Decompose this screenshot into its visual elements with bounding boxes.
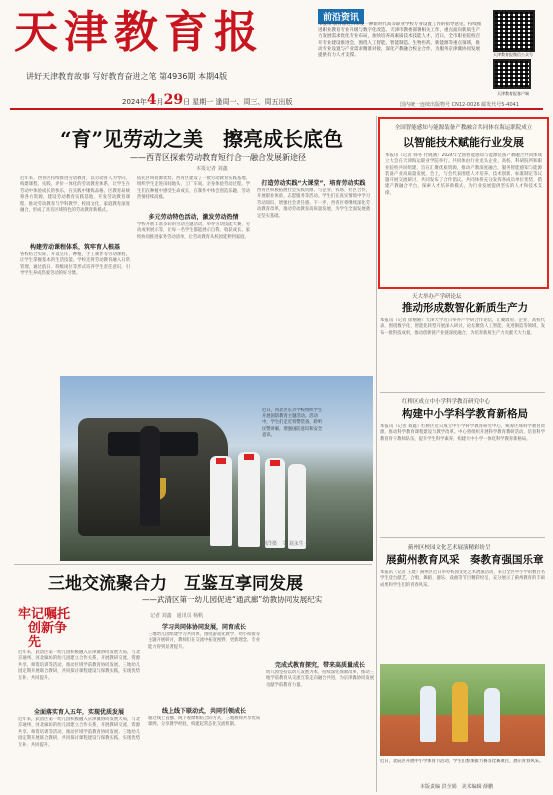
featured-title: 以智能技术赋能行业发展 <box>403 136 524 149</box>
column-divider <box>376 116 377 792</box>
news-photo[interactable] <box>60 376 373 561</box>
second-col1-subheading: 全面落实育人五年，实现优质发展 <box>33 709 124 716</box>
second-col1-text: 近年来，武清区第一幼儿园积极融入京津冀协同发展大局，与北京通州、河北廊坊的幼儿园建立合作关系，开展教研交流、资源共享、师资培训等活动，推动区域学前教育协同发展。三地幼儿园定期开展联合教研，共同探讨课程建设与保教实践，实现优势互补、共同提升。 <box>18 650 140 681</box>
lead-col3-text: 西青区积极拓展社会实践资源，与企业、农场、社区合作，开展职业体验、志愿服务等活动。学生们在真实情境中学习劳动知识，增强社会责任感。下一步，西青区将继续深化劳动教育改革，推动劳动教育高质量发展，为学生全面发展奠定坚实基础。 <box>257 188 370 219</box>
lead-byline: 本报记者 刘鑫 <box>196 166 228 172</box>
lead-col2-text: 依托区域资源优势，西青区建设了一批劳动教育实践基地，组织学生走进田间地头、工厂车间，亲身体验劳动过程。学生们在种植中感受生命成长，在制作中体会创造乐趣，劳动热情持续高涨。 <box>137 176 250 201</box>
second-headline[interactable]: 三地交流聚合力 互鉴互享同发展 <box>48 574 303 594</box>
lead-col3-subheading: 打造劳动实践“大课堂”，培育劳动实践 <box>261 180 366 187</box>
student-figure <box>210 456 232 546</box>
runner-figure <box>452 682 468 742</box>
runner-figure <box>484 688 500 742</box>
page-credit: 本版责编 洪全娟 美术编辑 薛鹏 <box>420 784 494 790</box>
lead-col1-text: 近年来，西青区持续推进劳动教育，以劳动育人为导向，构建课程、实践、评价一体化的劳动教育体系，让学生在劳动中体验成长的快乐，在实践中锤炼品格。区教育局统筹各方资源，建设劳动教育实践基地，开发劳动教育课程，推动劳动教育与学科教学、校园文化、家庭教育深度融合，形成了具有区域特色的劳动教育新模式。 <box>20 176 130 214</box>
section-divider <box>14 564 372 565</box>
red-scarf <box>244 454 254 460</box>
second-col1b-text: 近年来，武清区第一幼儿园积极融入京津冀协同发展大局，与北京通州、河北廊坊的幼儿园建立合作关系，开展教研交流、资源共享、师资培训等活动，推动区域学前教育协同发展。三地幼儿园定期开展联合教研，共同探讨课程建设与保教实践，实现优势互补、共同提升。 <box>18 717 140 748</box>
lead-col1b-text: 各校结合实际，开设烹饪、种植、手工制作等劳动课程，让学生掌握基本的生活技能。学校还将劳动教育融入日常管理，通过值日、班级岗位等形式培养学生责任意识，引导学生养成热爱劳动的好习惯。 <box>20 252 130 277</box>
story-a-text: 本报讯（记者 徐丽丽）天津大学近日举办产学研合作论坛，汇聚政府、企业、高校代表，围绕数字化、智能化转型开展深入研讨。论坛聚焦人工智能、先进制造等领域，发布一批科技成果，推动创新链产业链深度融合，为培育新质生产力贡献天大力量。 <box>380 318 545 336</box>
stamp-line-1: 牢记嘱托 <box>18 607 71 622</box>
divider <box>380 392 545 393</box>
featured-text: 本报讯（记者 韩冬 付晓涵）2024年全国智能感知与能源装备产教融合共同体成立大会在天津海运职业学院举行。共同体由行业龙头企业、高校、科研院所和职业院校共同组建，旨在汇聚优质资源，推动产教深度融合，服务智能感知与能源装备产业高质量发展。会上，与会代表围绕人才培养、技术创新、标准制定等议题开展交流研讨，共同发布了合作倡议。共同体将充分发挥各成员单位优势，搭建产教融合平台，探索人才培养新模式，为行业发展提供坚实的人才和技术支撑。 <box>385 153 542 196</box>
photo-credit: 刘洋摄 文 刘永生 摄 <box>262 541 311 547</box>
brief-heading: 前沿资讯 <box>318 9 364 24</box>
masthead-title: 天津教育报 <box>14 7 264 58</box>
lead-col2b-text: 学校开展丰富多彩的劳动主题活动，举办劳动技能大赛、劳动成果展示等，让每一名学生都能展示自我、收获成长。家校协同推进家务劳动清单，让劳动教育从校园延伸到家庭。 <box>137 222 250 240</box>
campaign-stamp <box>18 607 76 650</box>
second-byline: 记者 刘鑫 通讯员 杨帆 <box>150 613 204 619</box>
masthead-slogan: 讲好天津教育故事 写好教育奋进之笔 第4936期 本期4版 <box>26 72 228 81</box>
second-col2-subheading: 学习共同体协同发展，同育成长 <box>161 624 246 631</box>
photo-caption: 近日，河北区长兴学校组织学生开展国防教育主题活动。活动中，学生们走近特警装备，聆听民警讲解，增强国防意识和安全意识。 <box>262 408 323 438</box>
lead-col2-subheading: 多元劳动特色活动，激发劳动热情 <box>148 214 239 221</box>
second-col2-text: 三地幼儿园组建学习共同体，围绕游戏化教学、幼小衔接等主题开展研讨，教师们在交流中拓宽视野、更新理念，专业能力得到显著提升。 <box>148 632 260 650</box>
qr-app[interactable] <box>493 59 531 89</box>
qr-caption-1: 天津教育报微信公众号 <box>493 52 533 57</box>
divider <box>380 537 545 538</box>
lead-col1-subheading: 构建劳动课程体系，筑牢育人根基 <box>29 244 120 251</box>
story-c-title[interactable]: 展蓟州教育风采 奏教育强国乐章 <box>386 554 544 566</box>
sports-photo-caption: 近日，北辰区开展中小学体育节活动，学生们参加接力赛等比赛项目，展示青春风采。 <box>380 759 544 764</box>
story-b-kicker: 红桥区成立中小学科学教育研究中心 <box>402 399 491 405</box>
story-c-text: 本报讯（记者 王建）蓟州区近日举办校园文化艺术展演活动，来自全区中小学的数百名学生登台献艺，合唱、舞蹈、器乐、戏曲等节目精彩纷呈，充分展示了蓟州教育的丰硕成果和学生们的青春风采。 <box>380 570 545 588</box>
sports-photo[interactable] <box>380 664 545 756</box>
publication-number: 国内统一连续出版物号 CN12-0026 邮发代号5-4041 <box>400 102 520 108</box>
student-figure <box>238 452 260 547</box>
qr-code-icon <box>493 10 535 52</box>
lead-headline[interactable]: “育”见劳动之美 擦亮成长底色 <box>60 127 344 151</box>
second-col3-subheading: 完成式教育探究，带来高质量成长 <box>274 662 365 669</box>
second-col2b-text: 通过线上直播、线下观摩相结合的方式，三地教师共享优质课例，分享教学经验，构建起常态化交流机制。 <box>148 716 260 728</box>
brief-text: 本报讯 教育部近日印发一种新时代高等职业学校专业设置工作的指导意见，持续推进职业教育专业升级与数字化改造。天津市教委部署相关工作，重点面向新质生产力发展需求优化专业布局，加快培养高素质技术技能人才。近日，全市职业院校召开专业建设推进会，围绕人工智能、智能制造、生物医药、新能源等重点领域，推动专业设置与产业需求精准对接，深化产教融合校企合作，为服务京津冀协同发展提供有力人才支撑。 <box>318 22 482 59</box>
qr-caption-2: 天津教育报客户端 <box>497 91 529 96</box>
masthead-divider <box>10 108 543 110</box>
second-col2b-subheading: 线上线下联动式，共同引领成长 <box>161 708 246 715</box>
story-a-kicker: 天大举办产学研论坛 <box>412 294 462 300</box>
story-b-text: 本报讯（记者 刘鑫）红桥区近日成立中小学科学教育研究中心，统筹区域科学教育资源，推动科学教育课程建设与教学改革。中心将组织开展科学教育教研活动，培育科学教育骨干教师队伍，提升学生科学素养，构建大中小学一体化科学教育新格局。 <box>380 424 545 442</box>
issue-date: 2024年4月29日 星期一 逢周一、周三、周五出版 <box>122 92 293 108</box>
lead-subtitle: ——西青区探索劳动教育短行合一融合发展新途径 <box>130 153 306 162</box>
second-subtitle: ——武清区第一幼儿园促进“通武廊”幼教协同发展纪实 <box>142 595 323 604</box>
stamp-line-2: 创新争先 <box>28 621 68 650</box>
second-col3-text: 幼儿园坚持以幼儿发展为本，持续深化保教改革，推动三地学前教育从交流互鉴走向融合共进，为京津冀协同发展贡献学前教育力量。 <box>266 670 374 688</box>
officer-figure <box>140 426 160 526</box>
story-b-title[interactable]: 构建中小学科学教育新格局 <box>402 408 528 420</box>
featured-kicker: 全国智能感知与能源装备产教融合共同体在海运职院成立 <box>394 125 533 131</box>
red-scarf <box>216 458 226 464</box>
qr-code-icon <box>493 59 531 89</box>
story-a-title[interactable]: 推动形成数智化新质生产力 <box>402 302 528 314</box>
story-c-kicker: 蓟州区校园文化艺术展演精彩纷呈 <box>408 545 491 551</box>
featured-article-box[interactable] <box>378 117 549 289</box>
qr-wechat[interactable] <box>493 10 535 52</box>
runner-figure <box>420 686 436 742</box>
